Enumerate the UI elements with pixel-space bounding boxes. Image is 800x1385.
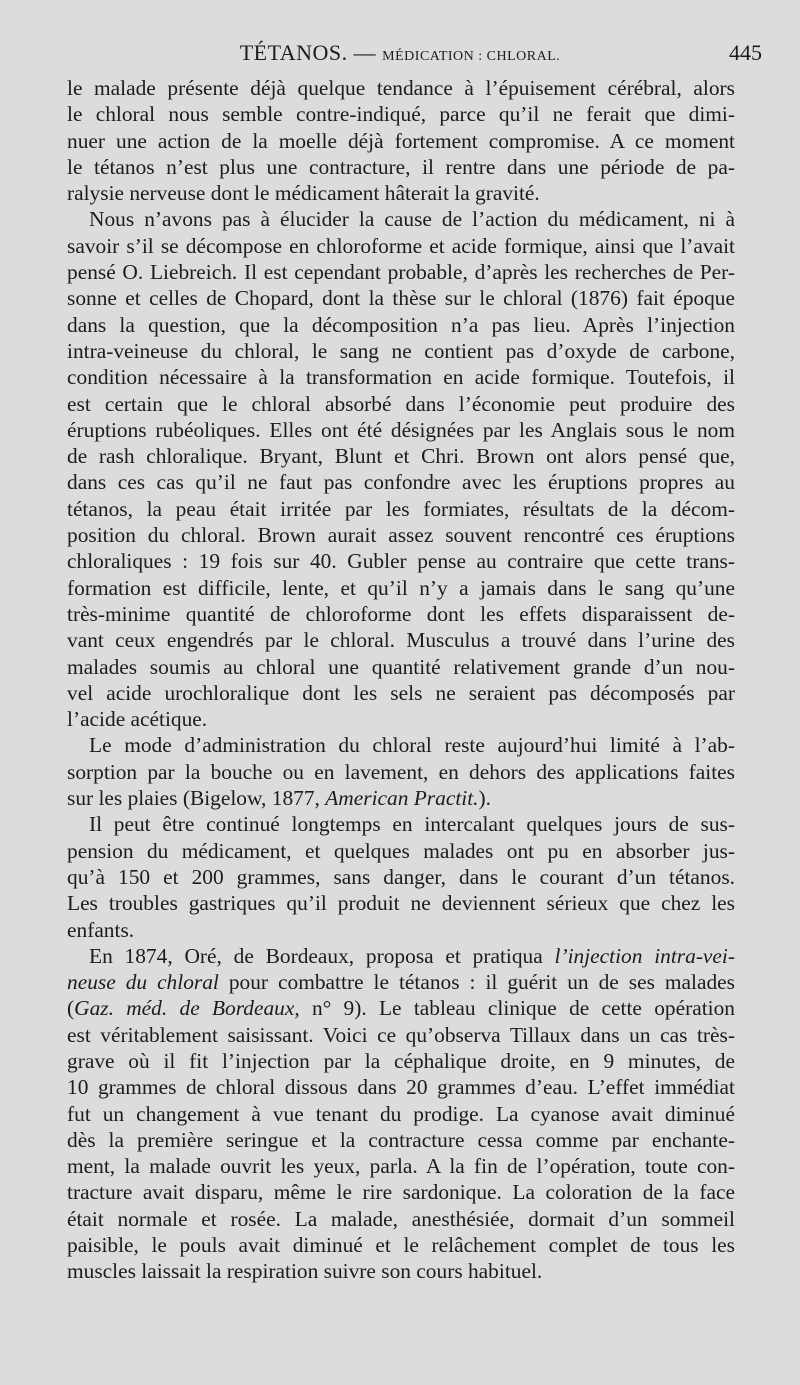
text-line: Le mode d’administration du chloral reste aujourd’hui limité à l’ab- <box>89 733 735 758</box>
text-line: dès la première seringue et la contracture cessa comme par enchante- <box>67 1127 735 1152</box>
text-run: , n° 9). Le tableau clinique de cette opération <box>294 996 735 1021</box>
text-line <box>67 943 735 969</box>
text-line: ralysie nerveuse dont le médicament hâterait la gravité. <box>67 181 540 206</box>
text-line: le chloral nous semble contre-indiqué, parce qu’il ne ferait que dimi- <box>67 102 735 127</box>
text-line: muscles laissait la respiration suivre son cours habituel. <box>67 1259 543 1284</box>
paragraph-2 <box>67 206 735 732</box>
paragraph-5 <box>67 943 735 1285</box>
emphasis-text: l’injection intra-vei- <box>554 943 735 968</box>
journal-title: American Practit. <box>325 786 479 811</box>
text-line <box>67 995 735 1021</box>
text-line: savoir s’il se décompose en chloroforme et acide formique, ainsi que l’avait <box>67 233 735 258</box>
text-line: le malade présente déjà quelque tendance à l’épuisement cérébral, alors <box>67 76 735 100</box>
paragraph-1 <box>67 75 735 206</box>
running-title-main: TÉTANOS. <box>239 40 348 65</box>
paragraph-3 <box>67 732 735 811</box>
text-line: est certain que le chloral absorbé dans l’économie peut produire des <box>67 391 735 416</box>
text-line <box>67 785 735 811</box>
text-line: tracture avait disparu, même le rire sardonique. La coloration de la face <box>67 1180 735 1205</box>
text-line: sorption par la bouche ou en lavement, en dehors des applications faites <box>67 759 735 784</box>
text-line: nuer une action de la moelle déjà fortement compromise. A ce moment <box>67 128 735 153</box>
text-line: Les troubles gastriques qu’il produit ne deviennent sérieux que chez les <box>67 891 735 916</box>
running-title <box>0 40 800 66</box>
text-line: 10 grammes de chloral dissous dans 20 grammes d’eau. L’effet immédiat <box>67 1075 735 1100</box>
text-line: éruptions rubéoliques. Elles ont été désignées par les Anglais sous le nom <box>67 417 735 442</box>
text-line: pension du médicament, et quelques malades ont pu en absorber jus- <box>67 838 735 863</box>
text-line: chloraliques : 19 fois sur 40. Gubler pense au contraire que cette trans- <box>67 549 735 574</box>
paragraph-4 <box>67 811 735 942</box>
text-line: formation est difficile, lente, et qu’il n’y a jamais dans le sang qu’une <box>67 575 735 600</box>
text-line: dans la question, que la décomposition n’a pas lieu. Après l’injection <box>67 312 735 337</box>
running-title-dash: — <box>347 40 383 65</box>
page-number: 445 <box>729 40 762 65</box>
text-run: sur les plaies (Bigelow, 1877, <box>67 786 326 811</box>
text-run: En 1874, Oré, de Bordeaux, proposa et pratiqua <box>89 943 555 968</box>
text-line: vant ceux engendrés par le chloral. Musculus a trouvé dans l’urine des <box>67 628 735 653</box>
text-line: de rash chloralique. Bryant, Blunt et Chri. Brown ont alors pensé que, <box>67 444 735 469</box>
text-line: sonne et celles de Chopard, dont la thèse sur le chloral (1876) fait époque <box>67 286 735 311</box>
text-line: malades soumis au chloral une quantité relativement grande d’un nou- <box>67 654 735 679</box>
text-body <box>67 75 735 1285</box>
text-line: paisible, le pouls avait diminué et le relâchement complet de tous les <box>67 1233 735 1258</box>
text-line: est véritablement saisissant. Voici ce qu’observa Tillaux dans un cas très- <box>67 1022 735 1047</box>
text-run: ). <box>478 786 491 811</box>
text-line: Il peut être continué longtemps en intercalant quelques jours de sus- <box>89 812 735 837</box>
text-line: Nous n’avons pas à élucider la cause de l’action du médicament, ni à <box>89 207 735 232</box>
text-run: ( <box>67 996 75 1021</box>
text-line: position du chloral. Brown aurait assez souvent rencontré ces éruptions <box>67 523 735 548</box>
text-line: condition nécessaire à la transformation en acide formique. Toutefois, il <box>67 365 735 390</box>
text-line: pensé O. Liebreich. Il est cependant probable, d’après les recherches de Per- <box>67 260 735 285</box>
running-title-sub: MÉDICATION : CHLORAL. <box>382 49 561 64</box>
text-line: dans ces cas qu’il ne faut pas confondre avec les éruptions propres au <box>67 470 735 495</box>
text-line: qu’à 150 et 200 grammes, sans danger, dans le courant d’un tétanos. <box>67 864 735 889</box>
emphasis-text: neuse du chloral <box>67 970 219 995</box>
journal-title: Gaz. méd. de Bordeaux <box>74 996 295 1021</box>
text-line: vel acide urochloralique dont les sels ne seraient pas décomposés par <box>67 680 735 705</box>
text-line: tétanos, la peau était irritée par les formiates, résultats de la décom- <box>67 496 735 521</box>
text-line: le tétanos n’est plus une contracture, il rentre dans une période de pa- <box>67 154 735 179</box>
running-header <box>0 40 800 70</box>
text-line: ment, la malade ouvrit les yeux, parla. A la fin de l’opération, toute con- <box>67 1154 735 1179</box>
text-line: fut un changement à vue tenant du prodige. La cyanose avait diminué <box>67 1101 735 1126</box>
text-line: enfants. <box>67 917 135 942</box>
text-line: intra-veineuse du chloral, le sang ne contient pas d’oxyde de carbone, <box>67 338 735 363</box>
text-line: l’acide acétique. <box>67 707 208 732</box>
text-line <box>67 969 735 995</box>
text-line: très-minime quantité de chloroforme dont les effets disparaissent de- <box>67 601 735 626</box>
text-run: pour combattre le tétanos : il guérit un de ses malades <box>218 970 735 995</box>
text-line: grave où il fit l’injection par la céphalique droite, en 9 minutes, de <box>67 1048 735 1073</box>
text-line: était normale et rosée. La malade, anesthésiée, dormait d’un sommeil <box>67 1206 735 1231</box>
